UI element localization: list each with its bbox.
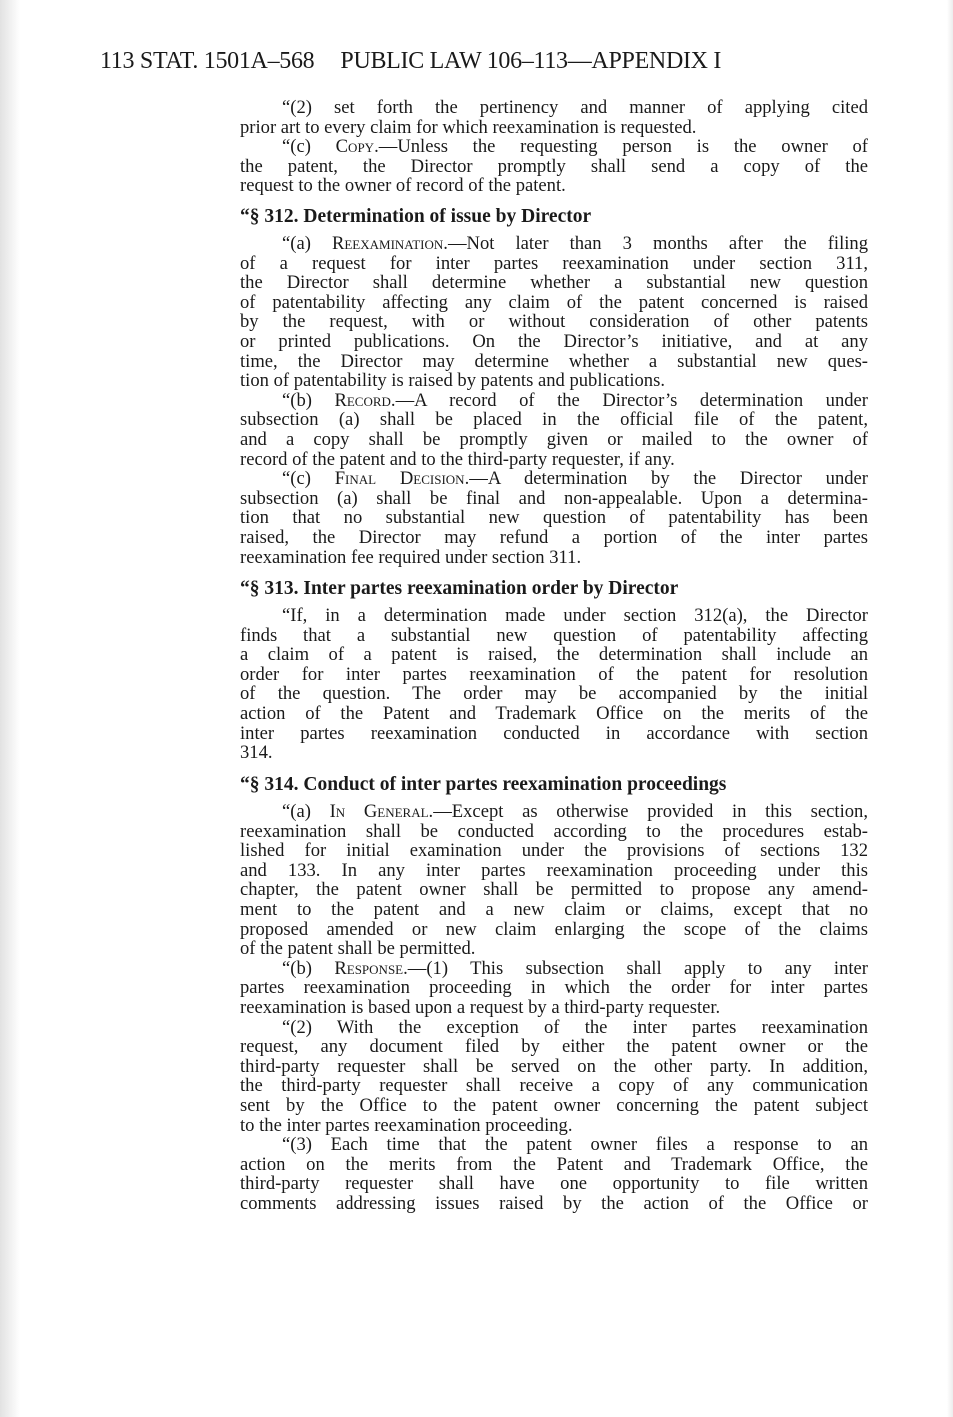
- text-line: “(2) set forth the pertinency and manner of applying cited: [282, 97, 868, 118]
- paragraph: [240, 1135, 868, 1213]
- scan-edge-right: [947, 0, 953, 1417]
- subsection-caption: Response.: [334, 957, 408, 979]
- subsection-caption: Reexamination.: [331, 233, 448, 254]
- text-line: “If, in a determination made under section 312(a), the Director: [282, 605, 868, 626]
- text-line: the Director shall determine whether a substantial new question: [240, 272, 868, 294]
- text-line: “(a) Reexamination.—Not later than 3 months after the filing: [282, 233, 868, 254]
- text-line: record of the patent and to the third-party requester, if any.: [240, 448, 675, 470]
- text-line: chapter, the patent owner shall be permitted to propose any amend-: [240, 879, 868, 901]
- text-line: by the request, with or without consideration of other patents: [240, 311, 868, 333]
- text-line: “(3) Each time that the patent owner files a response to an: [282, 1134, 868, 1156]
- text-line: comments addressing issues raised by the action of the Office or: [240, 1192, 868, 1214]
- text-line: and a copy shall be promptly given or mailed to the owner of: [240, 428, 868, 450]
- text-line: “(c) Final Decision.—A determination by the Director under: [282, 468, 869, 490]
- text-line: reexamination is based upon a request by a third-party requester.: [240, 996, 721, 1018]
- section-313: [240, 578, 868, 763]
- subsection-caption: Record.: [334, 389, 396, 411]
- law-title: PUBLIC LAW 106–113—APPENDIX I: [340, 48, 722, 74]
- text-line: a claim of a patent is raised, the determination shall include an: [240, 644, 868, 666]
- text-line: request, any document filed by either the patent owner or the: [240, 1036, 868, 1058]
- text-line: “(b) Response.—(1) This subsection shall apply to any inter: [282, 957, 868, 979]
- text-line: third-party requester shall be served on the other party. In addition,: [240, 1055, 868, 1077]
- text-line: to the inter partes reexamination proceeding.: [240, 1114, 573, 1136]
- text-line: partes reexamination proceeding in which the order for inter partes: [240, 977, 868, 999]
- text-line: finds that a substantial new question of patentability affecting: [240, 624, 868, 646]
- paragraph: [240, 137, 868, 196]
- text-line: time, the Director may determine whether a substantial new ques-: [240, 350, 868, 372]
- subsection-caption: In General.: [329, 801, 434, 822]
- text-line: lished for initial examination under the provisions of sections 132: [240, 840, 868, 862]
- subsection-caption: Copy.: [335, 136, 379, 158]
- scan-edge: [0, 0, 20, 1417]
- text-line: sent by the Office to the patent owner concerning the patent subject: [240, 1094, 868, 1116]
- section-heading: “§ 313. Inter partes reexamination order by Director: [240, 578, 679, 599]
- text-line: third-party requester shall have one opportunity to file written: [240, 1173, 868, 1195]
- text-line: “(2) With the exception of the inter partes reexamination: [282, 1016, 868, 1038]
- paragraph: [240, 469, 868, 567]
- section-314: [240, 774, 868, 1213]
- section-heading: “§ 314. Conduct of inter partes reexamination proceedings: [240, 774, 727, 795]
- subsection-caption: Final Decision.: [334, 468, 470, 490]
- text-line: and 133. In any inter partes reexamination proceeding under this: [240, 859, 868, 881]
- text-line: the patent, the Director promptly shall send a copy of the: [240, 155, 868, 177]
- text-line: of the patent shall be permitted.: [240, 938, 476, 960]
- text-line: 314.: [240, 742, 273, 764]
- stat-citation: 113 STAT. 1501A–568: [100, 48, 315, 74]
- paragraph: [240, 606, 868, 763]
- text-line: raised, the Director may refund a portion of the inter partes: [240, 526, 868, 548]
- text-line: action of the Patent and Trademark Office on the merits of the: [240, 702, 868, 724]
- paragraph: [240, 391, 868, 469]
- text-line: “(b) Record.—A record of the Director’s determination under: [282, 389, 868, 411]
- section-312: [240, 206, 868, 567]
- continued-section-311: [240, 98, 868, 196]
- text-line: reexamination shall be conducted according to the procedures estab-: [240, 820, 868, 842]
- text-line: the third-party requester shall receive a copy of any communication: [240, 1075, 868, 1097]
- paragraph: [240, 959, 868, 1018]
- paragraph: [240, 802, 868, 959]
- text-line: action on the merits from the Patent and Trademark Office, the: [240, 1153, 868, 1175]
- paragraph: [240, 1018, 868, 1136]
- text-line: “(a) In General.—Except as otherwise provided in this section,: [282, 801, 868, 822]
- text-line: reexamination fee required under section 311.: [240, 546, 582, 568]
- section-heading: “§ 312. Determination of issue by Director: [240, 206, 592, 227]
- text-line: order for inter partes reexamination of the patent for resolution: [240, 663, 868, 685]
- text-line: of the question. The order may be accompanied by the initial: [240, 683, 868, 705]
- text-line: inter partes reexamination conducted in accordance with section: [240, 722, 868, 744]
- text-line: subsection (a) shall be final and non-appealable. Upon a determina-: [240, 487, 868, 509]
- paragraph: [240, 234, 868, 391]
- text-line: proposed amended or new claim enlarging the scope of the claims: [240, 918, 868, 940]
- paragraph: [240, 98, 868, 137]
- running-header: [100, 48, 721, 75]
- text-line: of a request for inter partes reexamination under section 311,: [240, 252, 868, 274]
- text-line: “(c) Copy.—Unless the requesting person is the owner of: [282, 136, 869, 158]
- text-line: subsection (a) shall be placed in the official file of the patent,: [240, 409, 868, 431]
- text-line: or printed publications. On the Director’s initiative, and at any: [240, 330, 868, 352]
- text-line: prior art to every claim for which reexamination is requested.: [240, 116, 697, 138]
- text-line: of patentability affecting any claim of the patent concerned is raised: [240, 291, 868, 313]
- text-line: tion of patentability is raised by patents and publications.: [240, 370, 665, 392]
- text-line: tion that no substantial new question of patentability has been: [240, 507, 868, 529]
- text-line: ment to the patent and a new claim or claims, except that no: [240, 898, 868, 920]
- text-line: request to the owner of record of the patent.: [240, 175, 566, 197]
